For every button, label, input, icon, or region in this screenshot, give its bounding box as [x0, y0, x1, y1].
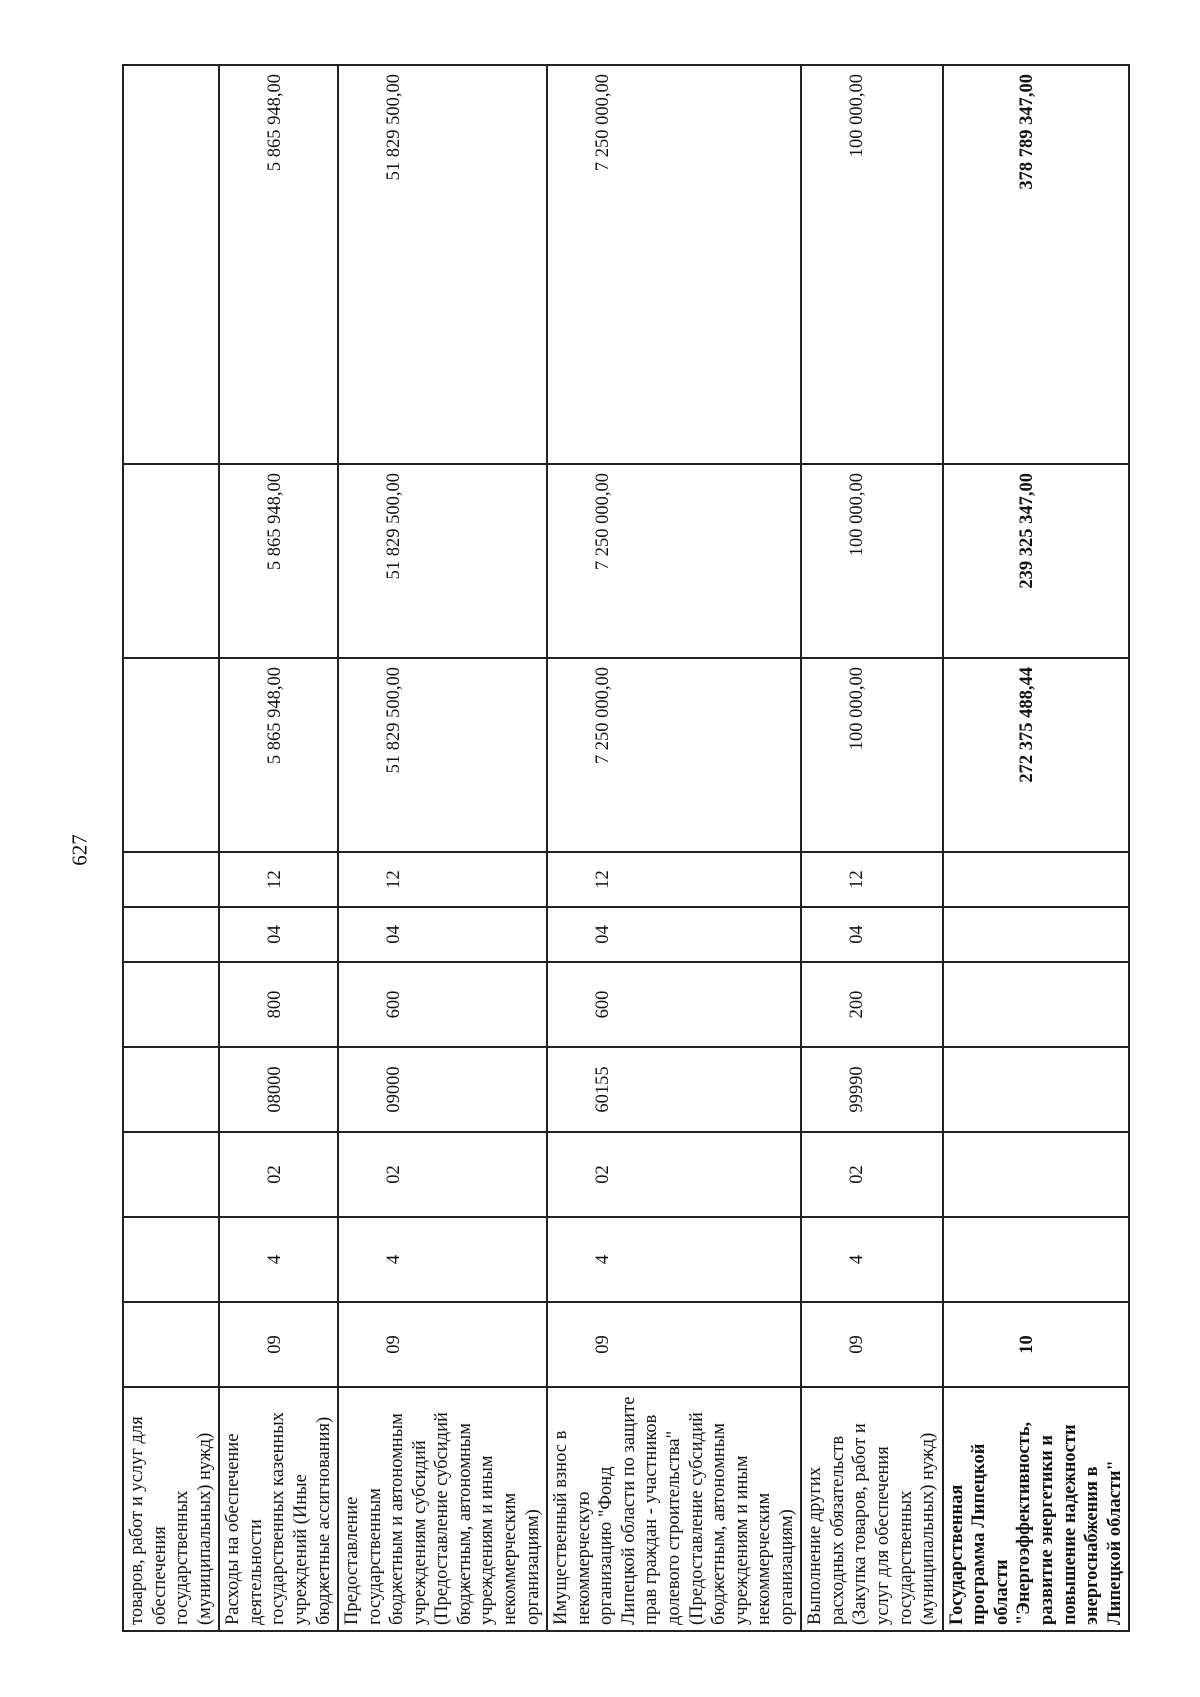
code-cell: 12: [801, 852, 942, 907]
code-cell: 02: [338, 1132, 547, 1217]
code-cell: 04: [338, 907, 547, 962]
amount-cell: 5 865 948,00: [219, 464, 338, 658]
code-cell: 10: [943, 1302, 1130, 1387]
amount-cell: 239 325 347,00: [943, 464, 1130, 658]
code-cell: 600: [547, 962, 801, 1047]
row-description: Предоставление государственным бюджетным и автономным учреждениям субсидий (Предоставление субсидий бюджетным, автономным учреждениям и иным некоммерческим организациям): [338, 1387, 547, 1631]
table-row: [547, 65, 801, 1631]
code-cell: 4: [547, 1217, 801, 1302]
amount-cell: 100 000,00: [801, 658, 942, 852]
code-cell: 4: [801, 1217, 942, 1302]
code-cell: [123, 1132, 219, 1217]
code-cell: 08000: [219, 1047, 338, 1132]
code-cell: [943, 1047, 1130, 1132]
amount-cell: 7 250 000,00: [547, 65, 801, 464]
table-row-program-total: [943, 65, 1130, 1631]
code-cell: 04: [219, 907, 338, 962]
budget-table: [122, 64, 1130, 1632]
code-cell: [123, 907, 219, 962]
code-cell: [943, 1132, 1130, 1217]
code-cell: 12: [547, 852, 801, 907]
amount-cell: 51 829 500,00: [338, 464, 547, 658]
amount-cell: [123, 65, 219, 464]
row-description: Расходы на обеспечение деятельности государственных казенных учреждений (Иные бюджетные ассигнования): [219, 1387, 338, 1631]
code-cell: 09: [219, 1302, 338, 1387]
code-cell: 09: [801, 1302, 942, 1387]
code-cell: [943, 852, 1130, 907]
code-cell: [123, 962, 219, 1047]
code-cell: [123, 1047, 219, 1132]
row-description: Государственная программа Липецкой области "Энергоэффективность, развитие энергетики и повышение надежности энергоснабжения в Липецкой области": [943, 1387, 1130, 1631]
amount-cell: [123, 464, 219, 658]
table-row: [338, 65, 547, 1631]
amount-cell: 51 829 500,00: [338, 658, 547, 852]
code-cell: 09: [547, 1302, 801, 1387]
amount-cell: 51 829 500,00: [338, 65, 547, 464]
amount-cell: 378 789 347,00: [943, 65, 1130, 464]
amount-cell: 5 865 948,00: [219, 658, 338, 852]
table-row: [219, 65, 338, 1631]
code-cell: [943, 907, 1130, 962]
code-cell: 04: [801, 907, 942, 962]
code-cell: 12: [338, 852, 547, 907]
table-row: [123, 65, 219, 1631]
code-cell: 4: [338, 1217, 547, 1302]
code-cell: 09: [338, 1302, 547, 1387]
code-cell: 12: [219, 852, 338, 907]
page-number: 627: [67, 834, 92, 866]
row-description: Имущественный взнос в некоммерческую организацию "Фонд Липецкой области по защите прав граждан - участников долевого строительства" (Предоставление субсидий бюджетным, автономным учреждениям и иным некоммерческим организациям): [547, 1387, 801, 1631]
amount-cell: 5 865 948,00: [219, 65, 338, 464]
code-cell: 200: [801, 962, 942, 1047]
code-cell: [943, 1217, 1130, 1302]
code-cell: [943, 962, 1130, 1047]
code-cell: 4: [219, 1217, 338, 1302]
table-row: [801, 65, 942, 1631]
code-cell: [123, 1302, 219, 1387]
code-cell: [123, 852, 219, 907]
amount-cell: 272 375 488,44: [943, 658, 1130, 852]
code-cell: [123, 1217, 219, 1302]
code-cell: 02: [801, 1132, 942, 1217]
amount-cell: 100 000,00: [801, 65, 942, 464]
row-description: товаров, работ и услуг для обеспечения государственных (муниципальных) нужд): [123, 1387, 219, 1631]
code-cell: 09000: [338, 1047, 547, 1132]
code-cell: 60155: [547, 1047, 801, 1132]
code-cell: 600: [338, 962, 547, 1047]
amount-cell: 7 250 000,00: [547, 658, 801, 852]
amount-cell: 100 000,00: [801, 464, 942, 658]
code-cell: 02: [547, 1132, 801, 1217]
amount-cell: [123, 658, 219, 852]
code-cell: 800: [219, 962, 338, 1047]
amount-cell: 7 250 000,00: [547, 464, 801, 658]
row-description: Выполнение других расходных обязательств (Закупка товаров, работ и услуг для обеспечения государственных (муниципальных) нужд): [801, 1387, 942, 1631]
code-cell: 99990: [801, 1047, 942, 1132]
code-cell: 02: [219, 1132, 338, 1217]
code-cell: 04: [547, 907, 801, 962]
budget-table-rotated: [122, 66, 1125, 1632]
